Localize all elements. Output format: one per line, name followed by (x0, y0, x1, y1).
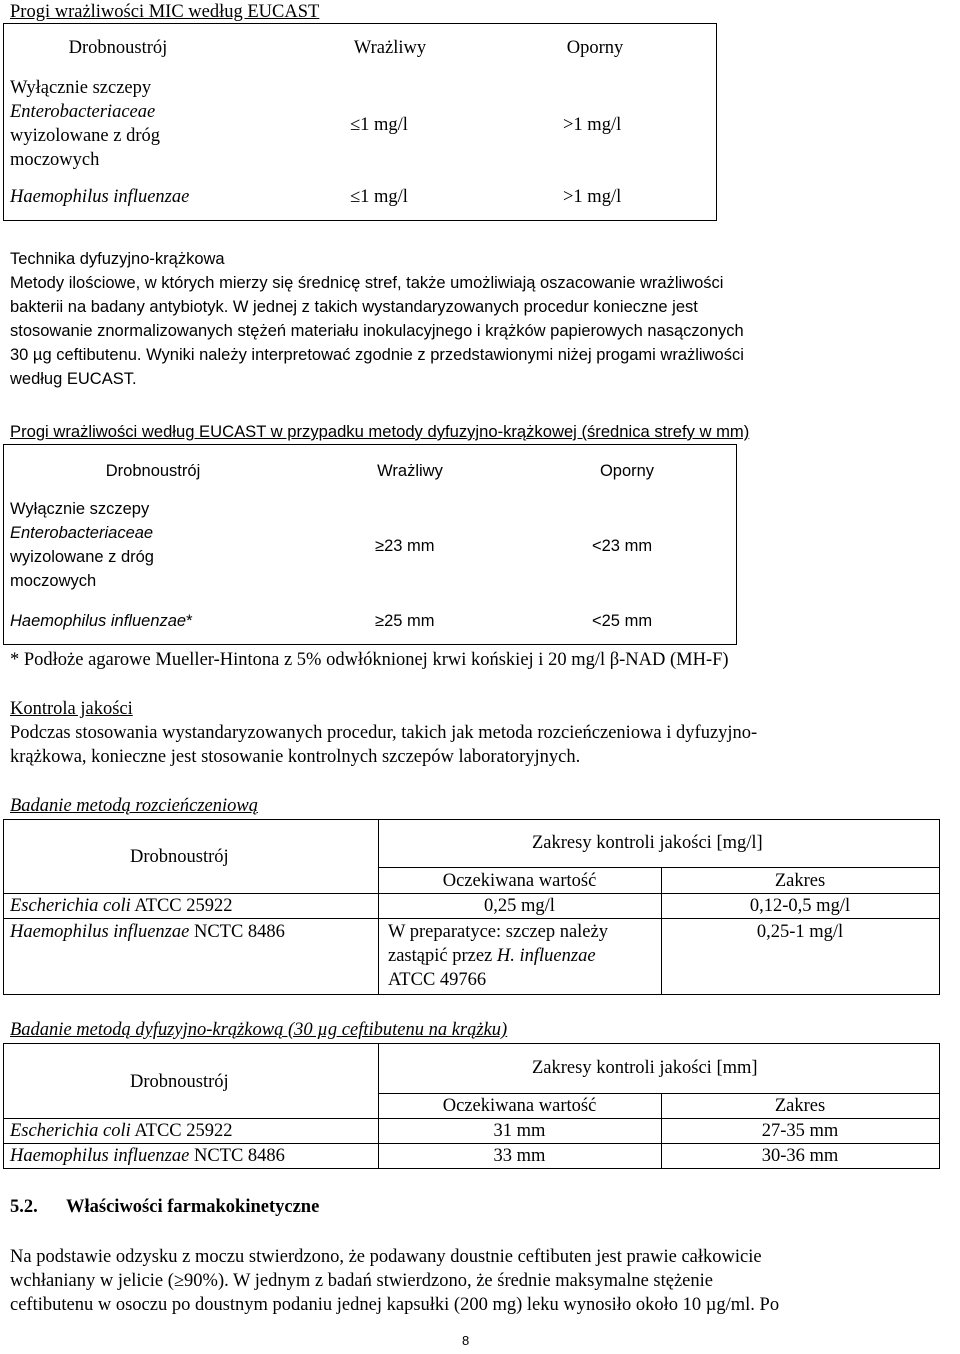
zone-breakpoints-title: Progi wrażliwości według EUCAST w przypadku metody dyfuzyjno-krążkowej (średnica strefy w mm) (10, 422, 750, 441)
medium-footnote: * Podłoże agarowe Mueller-Hintona z 5% odwłóknionej krwi końskiej i 20 mg/l β-NAD (MH-F) (10, 650, 729, 670)
quality-control-title: Kontrola jakości (10, 699, 133, 719)
disk-method-title: Badanie metodą dyfuzyjno-krążkową (30 µg ceftibutenu na krążku) (10, 1020, 508, 1040)
table-cell-susceptible: ≤1 mg/l (350, 115, 408, 135)
table-cell-susceptible: ≤1 mg/l (350, 187, 408, 207)
table-row-organism: Haemophilus influenzae NCTC 8486 (10, 1146, 285, 1166)
disk-diffusion-title: Technika dyfuzyjno-krążkowa (10, 250, 225, 268)
header-range: Zakres (774, 871, 826, 891)
table-cell-susceptible: ≥23 mm (375, 537, 435, 555)
mic-breakpoints-title: Progi wrażliwości MIC według EUCAST (10, 2, 320, 22)
header-susceptible: Wrażliwy (353, 38, 427, 58)
header-susceptible: Wrażliwy (377, 462, 443, 480)
header-resistant: Oporny (566, 38, 624, 58)
table-cell-susceptible: ≥25 mm (375, 612, 435, 630)
header-organism: Drobnoustrój (68, 38, 168, 58)
table-cell-resistant: >1 mg/l (563, 187, 622, 207)
table-cell-expected: 33 mm (493, 1146, 546, 1166)
section-heading: Właściwości farmakokinetyczne (66, 1197, 320, 1217)
section-number: 5.2. (10, 1197, 38, 1217)
pharmacokinetics-paragraph: Na podstawie odzysku z moczu stwierdzono, że podawany doustnie ceftibuten jest prawie całkowicie wchłaniany w jelicie (≥90%). W jednym z badań stwierdzono, że średnie maksymalne stężenie ceftibutenu w osoczu po doustnym podaniu jednej kapsułki (200 mg) leku wynosiło około 10 µg/ml. Po (10, 1247, 780, 1315)
table-cell-resistant: >1 mg/l (563, 115, 622, 135)
header-organism: Drobnoustrój (105, 462, 201, 480)
table-row-organism: Escherichia coli ATCC 25922 (10, 1121, 233, 1141)
header-organism: Drobnoustrój (130, 1072, 229, 1092)
table-row-organism: Haemophilus influenzae NCTC 8486 (10, 922, 285, 942)
table-cell-range: 27-35 mm (761, 1121, 839, 1141)
page-number: 8 (462, 1333, 470, 1348)
disk-diffusion-paragraph: Metody ilościowe, w których mierzy się średnicę stref, także umożliwiają oszacowanie wrażliwości bakterii na badany antybiotyk. W jednej z takich wystandaryzowanych procedur konieczne jest stosowanie znormalizowanych stężeń materiału inokulacyjnego i krążków papierowych nasączonych 30 µg ceftibutenu. Wyniki należy interpretować zgodnie z przedstawionymi niżej progami wrażliwości według EUCAST. (10, 274, 744, 388)
dilution-method-title: Badanie metodą rozcieńczeniową (10, 796, 258, 816)
table-row-organism: Wyłącznie szczepy Enterobacteriaceae wyizolowane z dróg moczowych (10, 500, 154, 590)
quality-control-paragraph: Podczas stosowania wystandaryzowanych procedur, takich jak metoda rozcieńczeniowa i dyfuzyjno- krążkowa, konieczne jest stosowanie kontrolnych szczepów laboratoryjnych. (10, 723, 758, 767)
table-cell-range: 0,12-0,5 mg/l (749, 896, 851, 916)
table-row-organism: Haemophilus influenzae (10, 187, 190, 207)
table-cell-expected: 31 mm (493, 1121, 546, 1141)
table-cell-resistant: <25 mm (592, 612, 653, 630)
table-row-organism: Wyłącznie szczepy Enterobacteriaceae wyizolowane z dróg moczowych (10, 78, 161, 170)
table-cell-expected: 0,25 mg/l (484, 896, 555, 916)
table-cell-resistant: <23 mm (592, 537, 653, 555)
table-cell-expected: W preparatyce: szczep należy zastąpić przez H. influenzae ATCC 49766 (388, 922, 608, 990)
header-expected: Oczekiwana wartość (442, 1096, 597, 1116)
table-cell-range: 0,25-1 mg/l (756, 922, 844, 942)
table-row-organism: Escherichia coli ATCC 25922 (10, 896, 233, 916)
header-organism: Drobnoustrój (130, 847, 229, 867)
header-qc-range: Zakresy kontroli jakości [mm] (532, 1058, 758, 1078)
header-qc-range: Zakresy kontroli jakości [mg/l] (532, 833, 763, 853)
header-expected: Oczekiwana wartość (442, 871, 597, 891)
table-cell-range: 30-36 mm (761, 1146, 839, 1166)
table-row-organism: Haemophilus influenzae* (10, 612, 193, 630)
header-resistant: Oporny (599, 462, 655, 480)
header-range: Zakres (774, 1096, 826, 1116)
